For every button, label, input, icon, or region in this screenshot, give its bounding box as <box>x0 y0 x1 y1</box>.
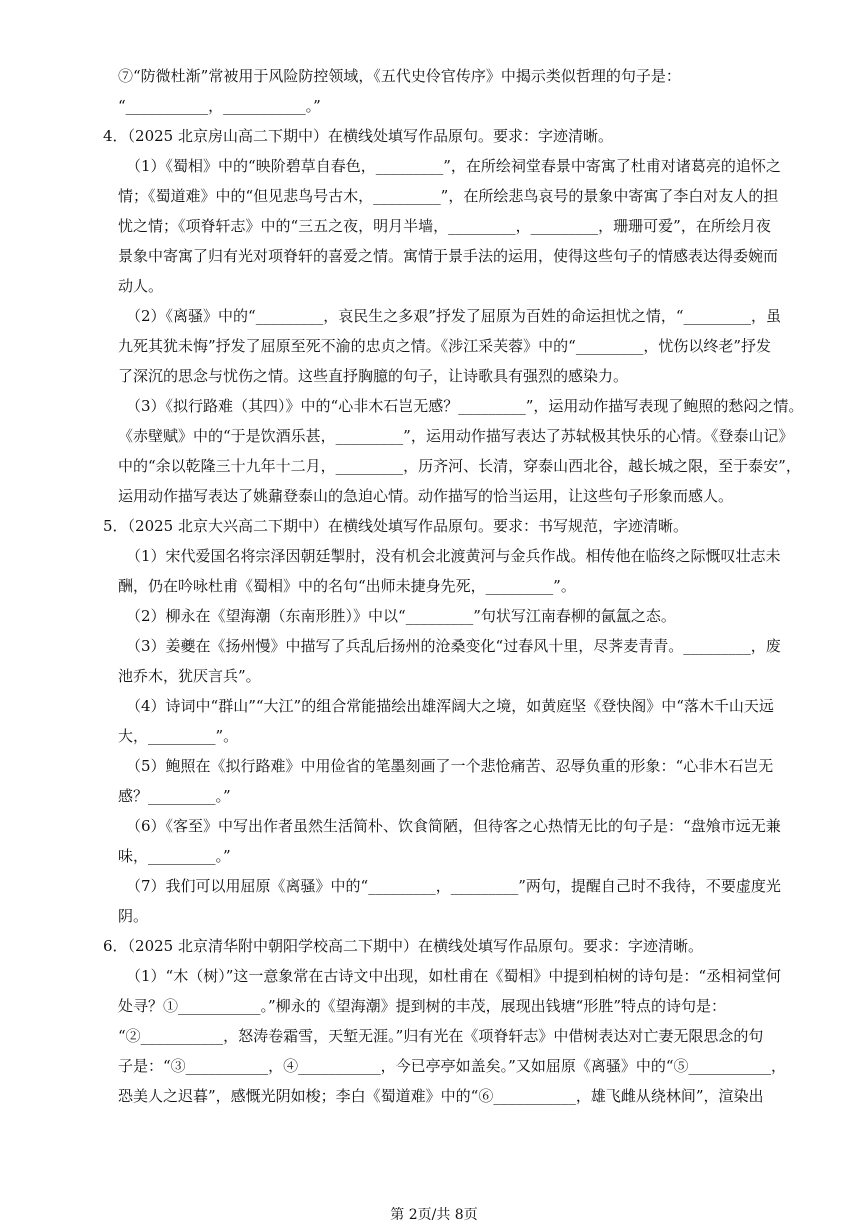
text-line: 中的“余以乾隆三十九年十二月，_________，历齐河、长清，穿泰山西北谷，越长城之限，至于泰安”， <box>118 457 801 475</box>
text-line: 恐美人之迟暮”，感慨光阴如梭；李白《蜀道难》中的“⑥___________，雄飞雌从绕林间”，渲染出 <box>118 1087 764 1105</box>
text-line: （4）诗词中“群山”“大江”的组合常能描绘出雄浑阔大之境，如黄庭坚《登快阁》中“落木千山天远 <box>126 697 774 715</box>
question-heading: 6．（2025 北京清华附中朝阳学校高二下期中）在横线处填写作品原句。要求：字迹清晰。 <box>103 937 703 955</box>
text-line: 子是：“③___________，④___________，今已亭亭如盖矣。”又如屈原《离骚》中的“⑤___________， <box>118 1057 787 1075</box>
question-heading: 4．（2025 北京房山高二下期中）在横线处填写作品原句。要求：字迹清晰。 <box>103 127 613 145</box>
text-line: “___________，___________。” <box>118 97 321 115</box>
text-line: （2）柳永在《望海潮（东南形胜）》中以“_________”句状写江南春柳的氤氲之态。 <box>126 607 676 625</box>
text-line: 池乔木，犹厌言兵”。 <box>118 667 261 685</box>
page-footer: 第 2页/共 8页 <box>390 1207 478 1223</box>
text-line: 阴。 <box>118 907 149 925</box>
text-line: 运用动作描写表达了姚鼐登泰山的急迫心情。动作描写的恰当运用，让这些句子形象而感人。 <box>118 487 734 505</box>
text-line: 了深沉的思念与忧伤之情。这些直抒胸臆的句子，让诗歌具有强烈的感染力。 <box>118 367 629 385</box>
text-line: （2）《离骚》中的“_________，哀民生之多艰”抒发了屈原为百姓的命运担忧之情，“_________，虽 <box>126 307 782 325</box>
text-line: 处寻？①___________。”柳永的《望海潮》提到树的丰茂，展现出钱塘“形胜”特点的诗句是： <box>118 997 727 1015</box>
text-line: （3）姜夔在《扬州慢》中描写了兵乱后扬州的沧桑变化“过春风十里，尽荠麦青青。_________，废 <box>126 637 781 655</box>
text-line: 味，_________。” <box>118 847 231 865</box>
text-line: 感？_________。” <box>118 787 231 805</box>
text-line: 酬，仍在吟咏杜甫《蜀相》中的名句“出师未捷身先死，_________”。 <box>118 577 576 595</box>
text-line: （1）《蜀相》中的“映阶碧草自春色，_________”，在所绘祠堂春景中寄寓了杜甫对诸葛亮的追怀之 <box>126 157 781 175</box>
text-line: 大，_________”。 <box>118 727 239 745</box>
text-line: （6）《客至》中写出作者虽然生活简朴、饮食简陋，但待客之心热情无比的句子是：“盘飧市远无兼 <box>126 817 781 835</box>
question-heading: 5．（2025 北京大兴高二下期中）在横线处填写作品原句。要求：书写规范，字迹清晰。 <box>103 517 688 535</box>
text-line: ⑦“防微杜渐”常被用于风险防控领域，《五代史伶官传序》中揭示类似哲理的句子是： <box>118 67 681 85</box>
text-line: “②___________，怒涛卷霜雪，天堑无涯。”归有光在《项脊轩志》中借树表达对亡妻无限思念的句 <box>118 1027 764 1045</box>
text-line: 《赤壁赋》中的“于是饮酒乐甚，_________”，运用动作描写表达了苏轼极其快乐的心情。《登泰山记》 <box>118 427 794 445</box>
text-line: （1）“木（树）”这一意象常在古诗文中出现，如杜甫在《蜀相》中提到柏树的诗句是：“丞相祠堂何 <box>126 967 782 985</box>
text-line: 景象中寄寓了归有光对项脊轩的喜爱之情。寓情于景手法的运用，使得这些句子的情感表达得委婉而 <box>118 247 779 265</box>
text-line: （1）宋代爱国名将宗泽因朝廷掣肘，没有机会北渡黄河与金兵作战。相传他在临终之际慨叹壮志未 <box>126 547 781 565</box>
text-line: 情；《蜀道难》中的“但见悲鸟号古木，_________”，在所绘悲鸟哀号的景象中寄寓了李白对友人的担 <box>118 187 779 205</box>
text-line: （3）《拟行路难（其四）》中的“心非木石岂无感？_________”，运用动作描写表现了鲍照的愁闷之情。 <box>126 397 804 415</box>
text-line: （7）我们可以用屈原《离骚》中的“_________，_________”两句，提醒自己时不我待，不要虚度光 <box>126 877 781 895</box>
text-line: （5）鲍照在《拟行路难》中用俭省的笔墨刻画了一个悲怆痛苦、忍辱负重的形象：“心非木石岂无 <box>126 757 774 775</box>
text-line: 忧之情；《项脊轩志》中的“三五之夜，明月半墙，_________，_________，珊珊可爱”，在所绘月夜 <box>118 217 771 235</box>
text-line: 九死其犹未悔”抒发了屈原至死不渝的忠贞之情。《涉江采芙蓉》中的“_________，忧伤以终老”抒发 <box>118 337 772 355</box>
text-line: 动人。 <box>118 277 164 295</box>
